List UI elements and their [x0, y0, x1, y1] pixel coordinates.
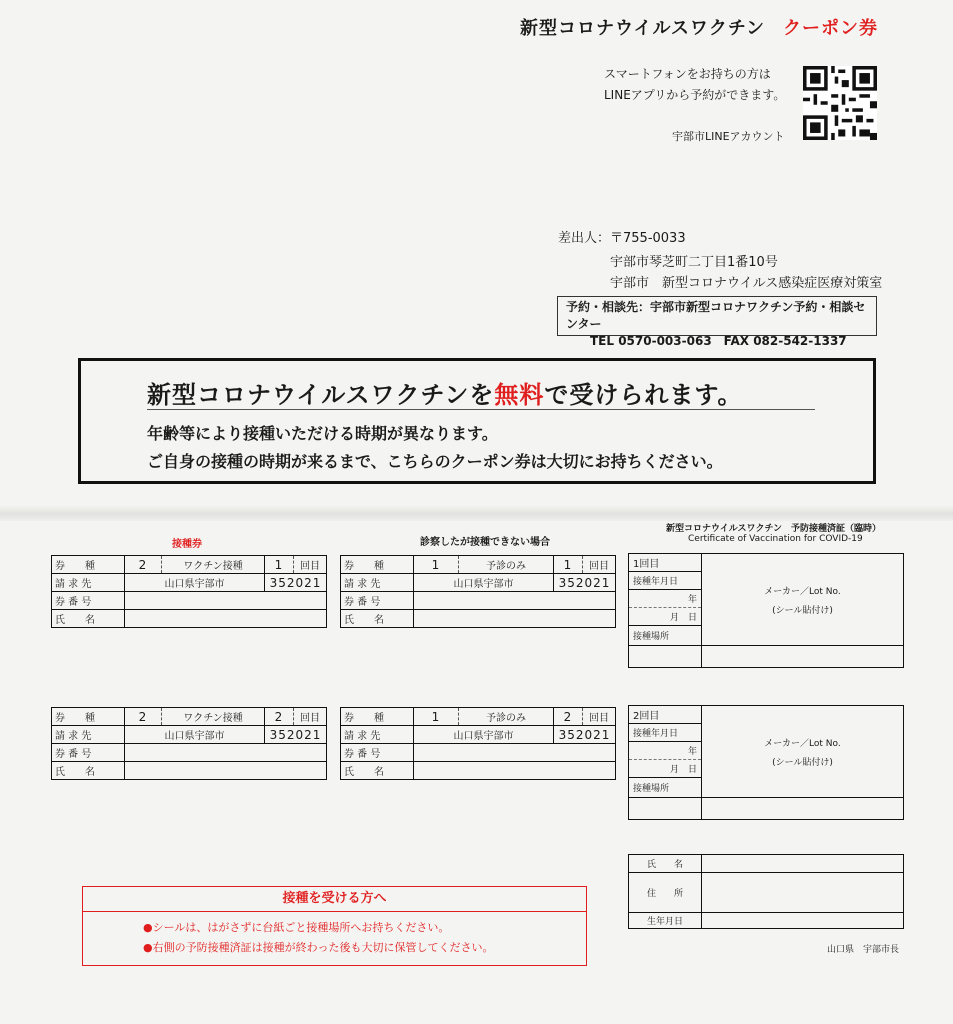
times-label: 回目 [294, 556, 327, 574]
ticket-number-field[interactable] [125, 744, 327, 762]
person-birth-field[interactable] [702, 913, 904, 929]
billing-region: 山口県宇部市 [125, 726, 265, 744]
notice-line1: 年齢等により接種いただける時期が異なります。 [147, 424, 498, 443]
billing-label: 請 求 先 [341, 726, 414, 744]
name-field[interactable] [125, 610, 327, 628]
ticket-number-label: 券 番 号 [52, 592, 125, 610]
place-value-field[interactable] [702, 798, 904, 820]
person-name-field[interactable] [702, 855, 904, 873]
dose-number: 2 [554, 708, 583, 726]
recipient-notice-head: 接種を受ける方へ [83, 887, 586, 912]
ticket-number-field[interactable] [414, 744, 616, 762]
noshot-heading: 診察したが接種できない場合 [420, 537, 550, 548]
person-address-field[interactable] [702, 873, 904, 913]
contact-line1: 予約・相談先：宇部市新型コロナワクチン予約・相談センター [566, 300, 866, 331]
billing-code: 352021 [554, 726, 616, 744]
kind-label: 券 種 [52, 556, 125, 574]
billing-region: 山口県宇部市 [414, 726, 554, 744]
contact-phone: TEL 0570-003-063 FAX 082-542-1337 [590, 334, 847, 348]
person-address-label: 住 所 [629, 873, 702, 913]
dose-number: 2 [265, 708, 294, 726]
place-value-field[interactable] [702, 646, 904, 668]
kind-label: 券 種 [341, 708, 414, 726]
times-label: 回目 [294, 708, 327, 726]
billing-region: 山口県宇部市 [414, 574, 554, 592]
person-birth-label: 生年月日 [629, 913, 702, 929]
name-field[interactable] [414, 762, 616, 780]
kind-value: 1 [414, 556, 459, 574]
dose-label: 1回目 [629, 554, 702, 572]
vaccine-ticket-1 [51, 555, 327, 628]
billing-code: 352021 [265, 574, 327, 592]
kind-label: 券 種 [341, 556, 414, 574]
dose-label: 2回目 [629, 706, 702, 724]
sender-address: 宇部市琴芝町二丁目1番10号 [610, 255, 778, 270]
sender-label: 差出人：〒755-0033 [558, 231, 686, 246]
billing-label: 請 求 先 [52, 726, 125, 744]
vaccine-ticket-2 [51, 707, 327, 780]
recipient-item-1: ●シールは、はがさずに台紙ごと接種場所へお持ちください。 [143, 921, 450, 934]
dose-number: 1 [265, 556, 294, 574]
billing-label: 請 求 先 [341, 574, 414, 592]
ticket-number-field[interactable] [125, 592, 327, 610]
exam-ticket-1 [340, 555, 616, 628]
year-label: 年 [629, 742, 702, 760]
times-label: 回目 [583, 556, 616, 574]
vaccine-label: ワクチン接種 [162, 556, 265, 574]
recipient-item-2: ●右側の予防接種済証は接種が終わった後も大切に保管してください。 [143, 941, 494, 954]
exam-label: 予診のみ [459, 708, 554, 726]
coupon-label: クーポン券 [783, 18, 879, 39]
vaccine-label: ワクチン接種 [162, 708, 265, 726]
notice-headline: 新型コロナウイルスワクチンを無料で受けられます。 [147, 381, 743, 409]
fold-crease [0, 505, 953, 521]
lot-seal-area[interactable]: メーカー／Lot No. (シール貼付け) [702, 554, 904, 646]
month-day-label: 月 日 [629, 760, 702, 778]
name-label: 氏 名 [52, 610, 125, 628]
name-field[interactable] [125, 762, 327, 780]
ticket-number-label: 券 番 号 [341, 592, 414, 610]
place-label: 接種場所 [629, 626, 702, 646]
kind-label: 券 種 [52, 708, 125, 726]
billing-region: 山口県宇部市 [125, 574, 265, 592]
ticket-heading: 接種券 [172, 539, 202, 550]
free-notice-box [78, 358, 876, 484]
place-field[interactable] [629, 646, 702, 668]
lot-seal-area[interactable]: メーカー／Lot No. (シール貼付け) [702, 706, 904, 798]
exam-label: 予診のみ [459, 556, 554, 574]
person-name-label: 氏 名 [629, 855, 702, 873]
cert-title-en: Certificate of Vaccination for COVID-19 [688, 534, 863, 544]
sender-org: 宇部市 新型コロナウイルス感染症医療対策室 [610, 276, 883, 291]
certificate-dose-1 [628, 553, 904, 668]
exam-ticket-2 [340, 707, 616, 780]
kind-value: 2 [125, 556, 162, 574]
line-account-label: 宇部市LINEアカウント [672, 130, 785, 143]
name-field[interactable] [414, 610, 616, 628]
notice-line2: ご自身の接種の時期が来るまで、こちらのクーポン券は大切にお持ちください。 [147, 452, 723, 471]
billing-label: 請 求 先 [52, 574, 125, 592]
headline-underline [147, 409, 815, 410]
kind-value: 1 [414, 708, 459, 726]
issuer-label: 山口県 宇部市長 [827, 945, 900, 955]
billing-code: 352021 [554, 574, 616, 592]
ticket-number-label: 券 番 号 [52, 744, 125, 762]
place-field[interactable] [629, 798, 702, 820]
personal-info-table [628, 854, 904, 929]
billing-code: 352021 [265, 726, 327, 744]
year-label: 年 [629, 590, 702, 608]
date-label: 接種年月日 [629, 724, 702, 742]
month-day-label: 月 日 [629, 608, 702, 626]
ticket-number-label: 券 番 号 [341, 744, 414, 762]
place-label: 接種場所 [629, 778, 702, 798]
name-label: 氏 名 [341, 610, 414, 628]
name-label: 氏 名 [52, 762, 125, 780]
ticket-number-field[interactable] [414, 592, 616, 610]
page-title: 新型コロナウイルスワクチン クーポン券 [520, 18, 879, 39]
certificate-dose-2 [628, 705, 904, 820]
line-info: スマートフォンをお持ちの方は LINEアプリから予約ができます。 [604, 67, 786, 102]
kind-value: 2 [125, 708, 162, 726]
dose-number: 1 [554, 556, 583, 574]
recipient-notice-box [82, 886, 587, 966]
qr-code-icon[interactable] [803, 66, 877, 140]
times-label: 回目 [583, 708, 616, 726]
cert-title: 新型コロナウイルスワクチン 予防接種済証（臨時） [666, 524, 882, 534]
name-label: 氏 名 [341, 762, 414, 780]
contact-box [557, 296, 877, 348]
date-label: 接種年月日 [629, 572, 702, 590]
